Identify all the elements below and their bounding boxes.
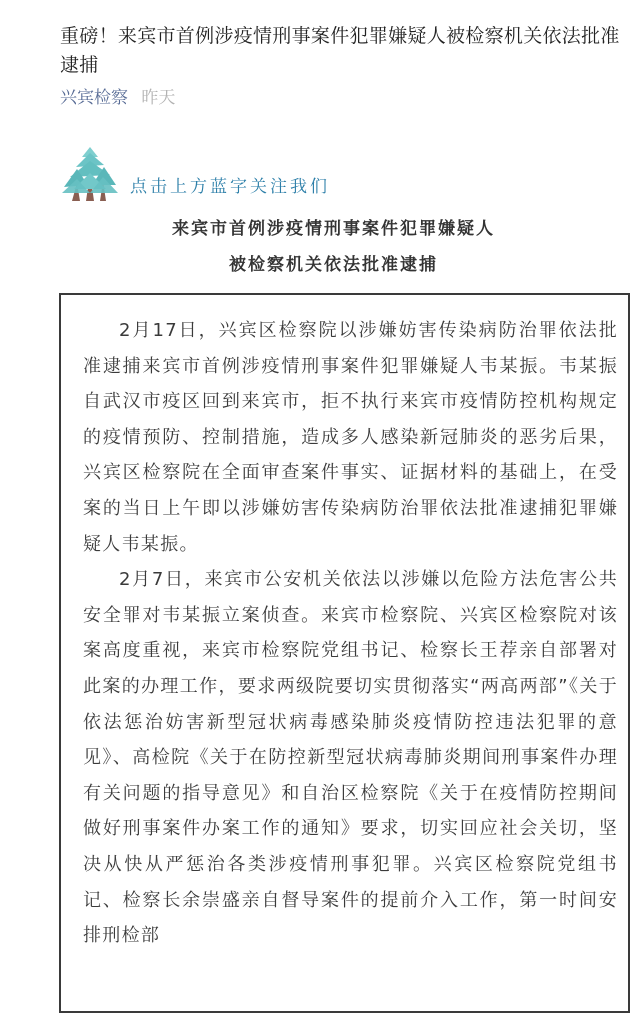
- article-body-box: [59, 293, 630, 1013]
- body-paragraph-1: 2月17日，兴宾区检察院以涉嫌妨害传染病防治罪依法批准逮捕来宾市首例涉疫情刑事案件犯罪嫌疑人韦某振。韦某振自武汉市疫区回到来宾市，拒不执行来宾市疫情防控机构规定的疫情预防、控制措施，造成多人感染新冠肺炎的恶劣后果，兴宾区检察院在全面审查案件事实、证据材料的基础上，在受案的当日上午即以涉嫌妨害传染病防治罪依法批准逮捕犯罪嫌疑人韦某振。: [83, 320, 618, 555]
- tree-icon: [60, 143, 120, 203]
- headline-line-2: 被检察机关依法批准逮捕: [229, 255, 438, 275]
- publish-time: 昨天: [141, 88, 176, 108]
- body-paragraph-2: 2月7日，来宾市公安机关依法以涉嫌以危险方法危害公共安全罪对韦某振立案侦查。来宾市检察院、兴宾区检察院对该案高度重视，来宾市检察院党组书记、检察长王荐亲自部署对此案的办理工作，要求两级院要切实贯彻落实“两高两部”《关于依法惩治妨害新型冠状病毒感染肺炎疫情防控违法犯罪的意见》、高检院《关于在防控新型冠状病毒肺炎期间刑事案件办理有关问题的指导意见》和自治区检察院《关于在疫情防控期间做好刑事案件办案工作的通知》要求，切实回应社会关切，坚决从快从严惩治各类涉疫情刑事犯罪。兴宾区检察院党组书记、检察长余崇盛亲自督导案件的提前介入工作，第一时间安排刑检部: [83, 569, 618, 947]
- account-name-link[interactable]: 兴宾检察: [60, 88, 128, 108]
- headline-line-1: 来宾市首例涉疫情刑事案件犯罪嫌疑人: [172, 219, 495, 239]
- article-title: 重磅！来宾市首例涉疫情刑事案件犯罪嫌疑人被检察机关依法批准逮捕: [60, 25, 620, 76]
- follow-prompt: 点击上方蓝字关注我们: [130, 176, 330, 197]
- follow-banner: [60, 143, 330, 203]
- article-meta: [60, 86, 175, 110]
